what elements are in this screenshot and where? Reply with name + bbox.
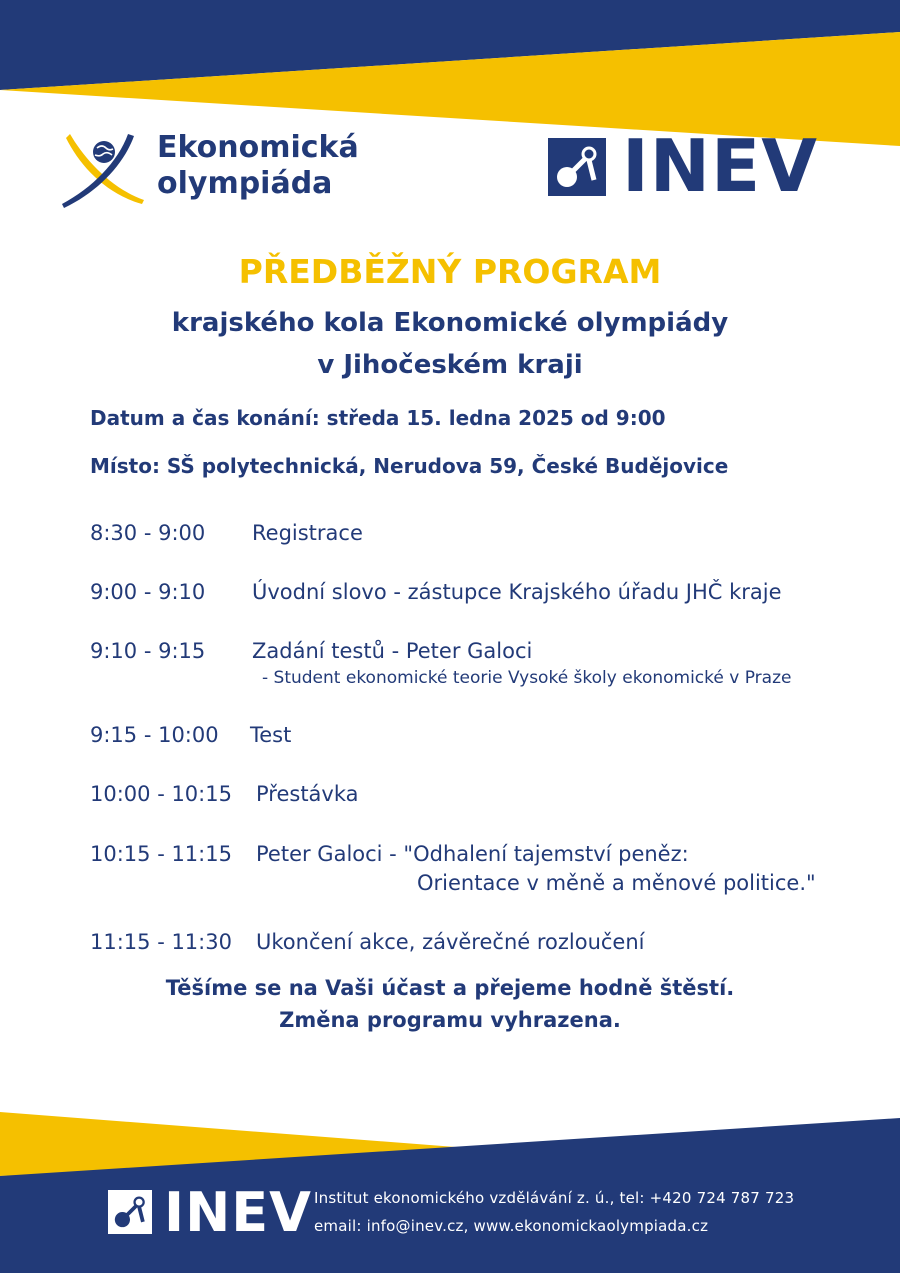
schedule-item bbox=[90, 720, 291, 750]
closing-line2: Změna programu vyhrazena. bbox=[279, 1008, 621, 1032]
schedule-text: Test bbox=[250, 723, 292, 747]
schedule-text: Registrace bbox=[252, 521, 363, 545]
event-place: Místo: SŠ polytechnická, Nerudova 59, České Budějovice bbox=[90, 454, 729, 478]
schedule-time: 9:15 - 10:00 bbox=[90, 723, 219, 747]
schedule-text: Přestávka bbox=[256, 782, 359, 806]
page-subtitle bbox=[0, 302, 900, 386]
schedule-item bbox=[90, 927, 645, 957]
inev-molecule-icon bbox=[548, 138, 606, 196]
schedule-text: Peter Galoci - "Odhalení tajemství peněz: bbox=[256, 842, 689, 866]
schedule-note: - Student ekonomické teorie Vysoké školy ekonomické v Praze bbox=[262, 668, 792, 688]
schedule-time: 9:00 - 9:10 bbox=[90, 580, 206, 604]
inev-wordmark: INEV bbox=[622, 124, 818, 208]
inev-molecule-icon bbox=[108, 1190, 152, 1234]
schedule-item bbox=[90, 636, 532, 666]
olympiada-wordmark-line2: olympiáda bbox=[157, 166, 333, 201]
schedule-text: Zadání testů - Peter Galoci bbox=[252, 639, 533, 663]
schedule-time: 11:15 - 11:30 bbox=[90, 930, 232, 954]
schedule-item bbox=[90, 518, 363, 548]
footer-address-phone: Institut ekonomického vzdělávání z. ú., tel: +420 724 787 723 bbox=[314, 1189, 795, 1207]
schedule-text-continuation: Orientace v měně a měnové politice." bbox=[417, 871, 816, 895]
schedule-time: 10:15 - 11:15 bbox=[90, 842, 232, 866]
closing-line1: Těšíme se na Vaši účast a přejeme hodně štěstí. bbox=[165, 976, 735, 1000]
page-title: PŘEDBĚŽNÝ PROGRAM bbox=[238, 252, 662, 291]
olympiada-wordmark-line1: Ekonomická bbox=[157, 130, 359, 165]
olympiada-swoosh-icon bbox=[62, 130, 148, 212]
schedule-time: 9:10 - 9:15 bbox=[90, 639, 206, 663]
footer-inev-logo bbox=[108, 1181, 312, 1244]
footer-inev-wordmark: INEV bbox=[164, 1181, 312, 1244]
footer-contact bbox=[314, 1184, 794, 1240]
footer-email-web: email: info@inev.cz, www.ekonomickaolympiada.cz bbox=[314, 1217, 709, 1235]
schedule-item bbox=[90, 577, 782, 607]
olympiada-wordmark bbox=[157, 130, 359, 202]
schedule-item bbox=[90, 839, 689, 869]
schedule-item bbox=[90, 779, 359, 809]
schedule-time: 10:00 - 10:15 bbox=[90, 782, 232, 806]
subtitle-line1: krajského kola Ekonomické olympiády bbox=[171, 308, 729, 338]
schedule-text: Úvodní slovo - zástupce Krajského úřadu JHČ kraje bbox=[252, 580, 782, 604]
schedule-time: 8:30 - 9:00 bbox=[90, 521, 206, 545]
subtitle-line2: v Jihočeském kraji bbox=[317, 350, 583, 380]
ekonomicka-olympiada-logo bbox=[62, 124, 362, 214]
event-date: Datum a čas konání: středa 15. ledna 2025 od 9:00 bbox=[90, 406, 666, 430]
closing-message bbox=[0, 972, 900, 1036]
schedule-text: Ukončení akce, závěrečné rozloučení bbox=[256, 930, 645, 954]
inev-logo bbox=[548, 124, 818, 208]
